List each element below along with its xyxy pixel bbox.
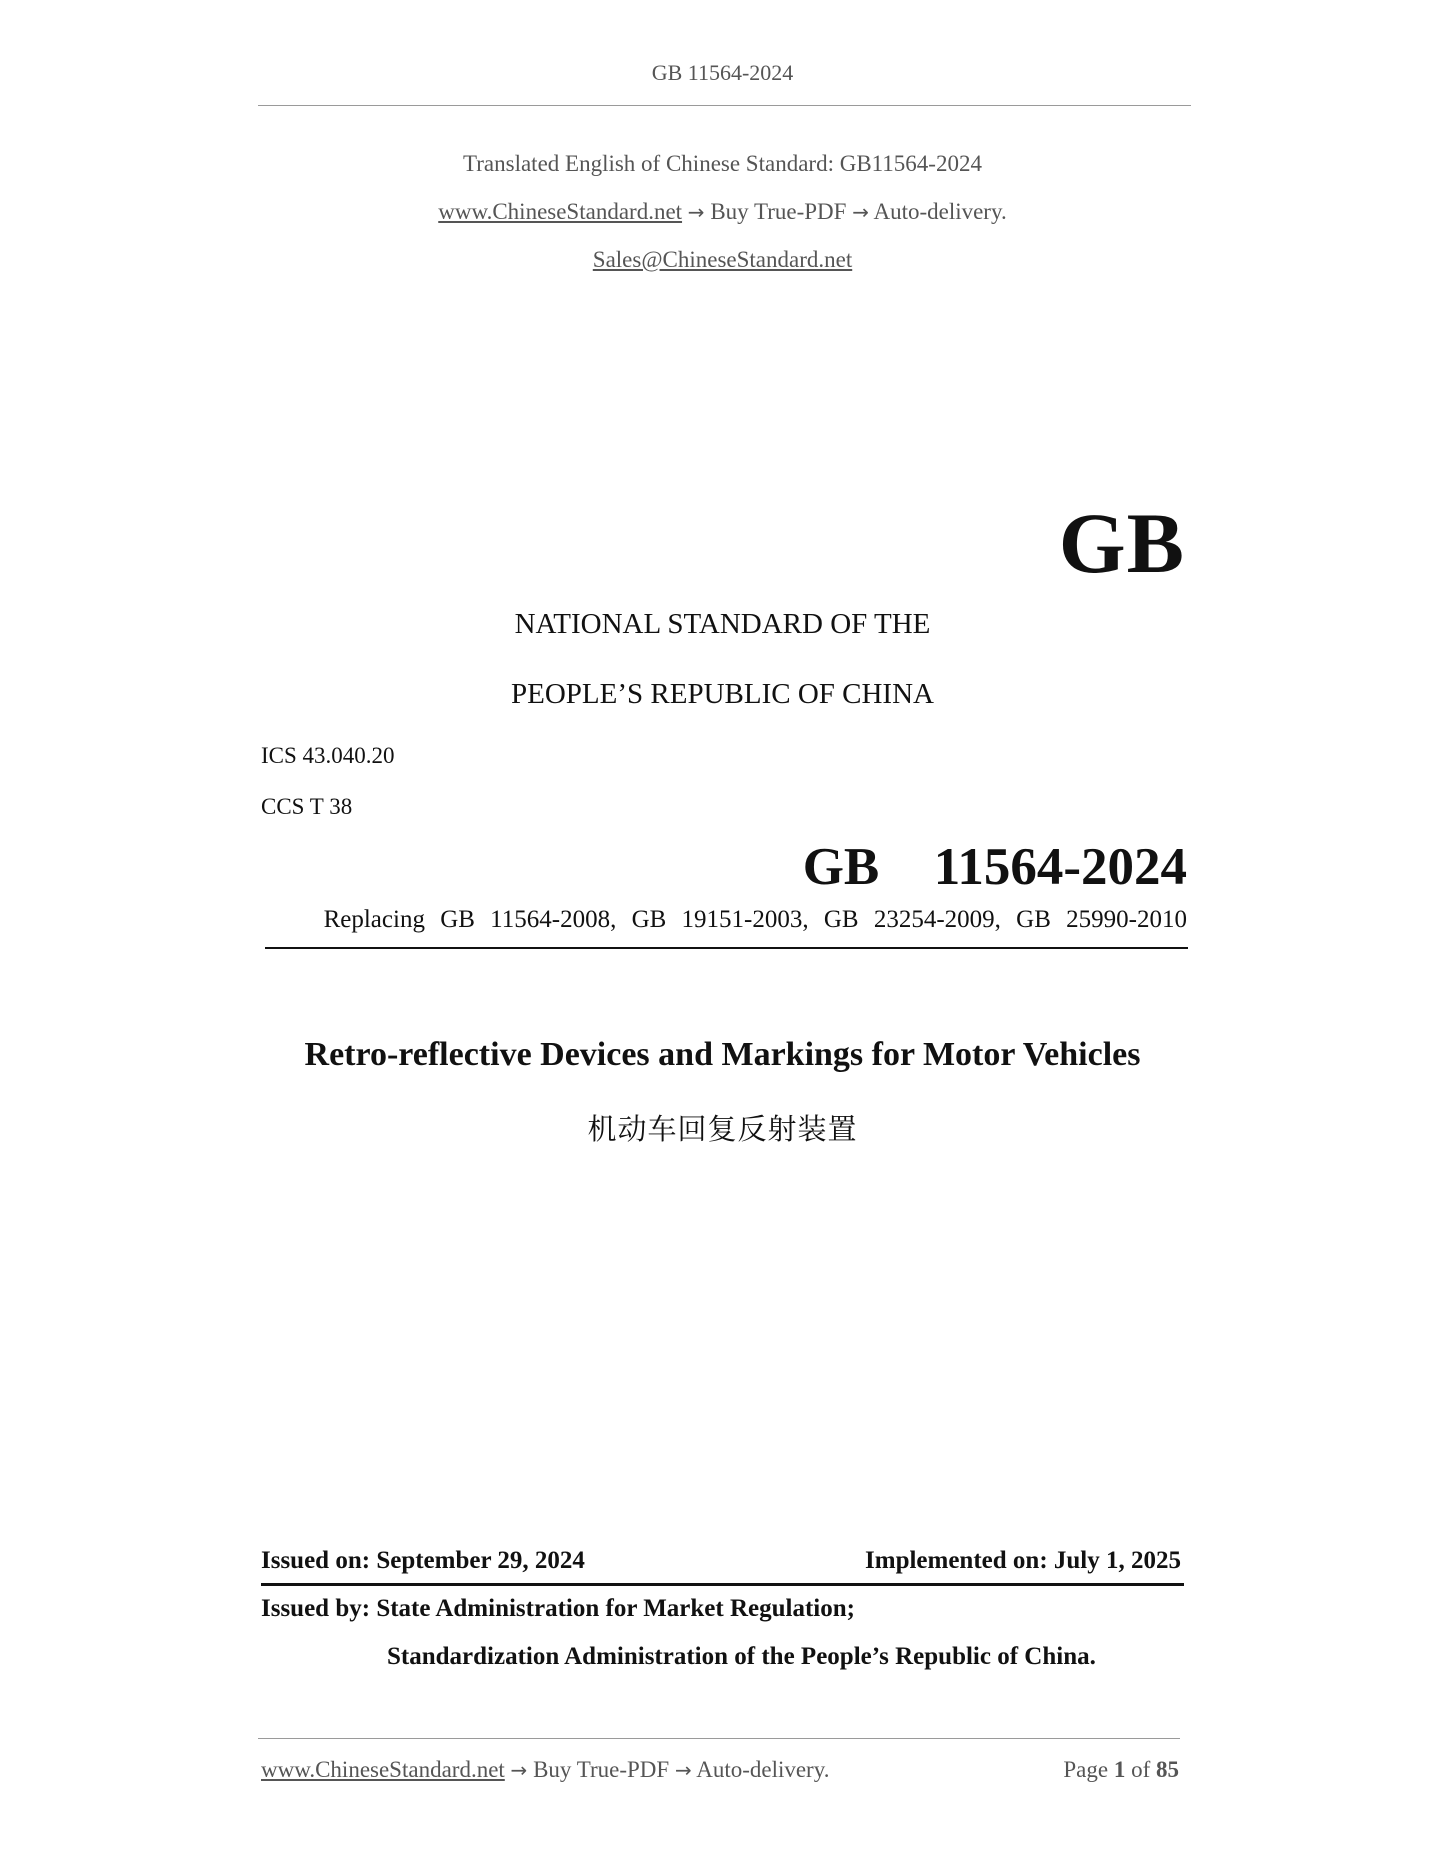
arrow-right-icon: → [674,1758,692,1782]
issued-by-line2: Standardization Administration of the People’s Republic of China. [387,1643,1096,1670]
footer-delivery-text: Auto-delivery. [696,1757,830,1782]
page-total: 85 [1156,1757,1179,1782]
buy-text: Buy True-PDF [710,199,847,224]
banner-line2 [0,199,1445,225]
implemented-on: Implemented on: July 1, 2025 [865,1547,1181,1574]
arrow-right-icon: → [510,1758,528,1782]
page-of: of [1131,1757,1151,1782]
issue-divider [261,1583,1184,1586]
site-link[interactable]: www.ChineseStandard.net [438,199,683,224]
footer-left [261,1757,829,1783]
arrow-right-icon: → [852,200,869,224]
delivery-text: Auto-delivery. [873,199,1007,224]
email-link[interactable]: Sales@ChineseStandard.net [592,247,853,272]
ics-code: ICS 43.040.20 [261,743,395,768]
title-english: Retro-reflective Devices and Markings for Motor Vehicles [304,1036,1141,1073]
ccs-code: CCS T 38 [261,794,353,819]
title-chinese: 机动车回复反射装置 [587,1112,858,1146]
footer-site-link[interactable]: www.ChineseStandard.net [261,1757,505,1782]
national-standard-line1: NATIONAL STANDARD OF THE [514,608,931,640]
footer-divider [258,1738,1180,1739]
header-divider [258,105,1191,106]
arrow-right-icon: → [687,200,705,224]
gb-logo-text: GB [1058,495,1185,591]
replacing-line: Replacing GB 11564-2008, GB 19151-2003, GB 23254-2009, GB 25990-2010 [323,906,1187,933]
page-current: 1 [1113,1757,1126,1782]
issued-by-line1: Issued by: State Administration for Market Regulation; [261,1595,855,1622]
number-divider [265,947,1188,949]
banner-line3 [0,247,1445,273]
running-header: GB 11564-2024 [651,60,794,85]
national-standard-line2: PEOPLE’S REPUBLIC OF CHINA [511,678,934,710]
page-indicator [1063,1757,1179,1783]
footer-buy-text: Buy True-PDF [533,1757,670,1782]
banner-line1: Translated English of Chinese Standard: GB11564-2024 [463,151,982,176]
standard-number: GB 11564-2024 [802,838,1187,896]
issued-on: Issued on: September 29, 2024 [261,1547,585,1574]
page-label: Page [1063,1757,1109,1782]
